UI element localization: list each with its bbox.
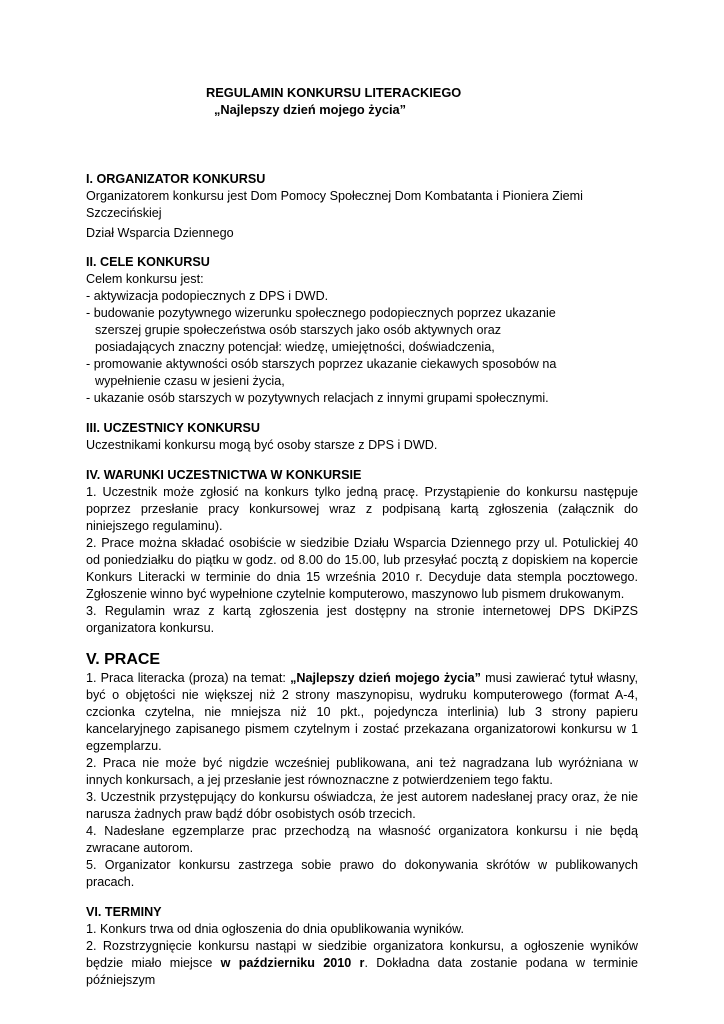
section-heading-works: V. PRACE — [86, 651, 161, 668]
section-heading-deadlines: VI. TERMINY — [86, 905, 162, 919]
goals-line: szerszej grupie społeczeństwa osób starszych jako osób aktywnych oraz — [95, 323, 501, 337]
deadlines-result-date: w październiku 2010 r — [220, 956, 365, 970]
section-conditions — [86, 467, 638, 637]
goals-line: - budowanie pozytywnego wizerunku społecznego podopiecznych poprzez ukazanie — [86, 306, 556, 320]
conditions-paragraph-2: 2. Prace można składać osobiście w siedzibie Działu Wsparcia Dziennego przy ul. Potulickiej 40 od poniedziałku do piątku w godz. od 8.00 do 15.00, lub przesyłać pocztą z dopiskiem na kopercie Konkurs Literacki w terminie do dnia 15 września 2010 r. Decyduje data stempla pocztowego. Zgłoszenie winno być wypełnione czytelnie komputerowo, maszynowo lub pismem drukowanym. — [86, 536, 638, 601]
deadlines-paragraph-2 — [86, 938, 638, 989]
goals-line: - promowanie aktywności osób starszych poprzez ukazanie ciekawych sposobów na — [86, 357, 557, 371]
section-heading-organizer: I. ORGANIZATOR KONKURSU — [86, 172, 266, 186]
section-organizer — [86, 171, 638, 244]
goals-line: Celem konkursu jest: — [86, 272, 204, 286]
works-topic-title: „Najlepszy dzień mojego życia” — [290, 671, 481, 685]
goals-line: - aktywizacja podopiecznych z DPS i DWD. — [86, 289, 329, 303]
works-paragraph-1 — [86, 670, 638, 755]
participants-text: Uczestnikami konkursu mogą być osoby starsze z DPS i DWD. — [86, 438, 438, 452]
title-line-2: „Najlepszy dzień mojego życia” — [214, 102, 407, 117]
goals-line: wypełnienie czasu w jesieni życia, — [95, 374, 285, 388]
goals-line: posiadających znaczny potencjał: wiedzę, umiejętności, doświadczenia, — [95, 340, 495, 354]
works-paragraph-4: 4. Nadesłane egzemplarze prac przechodzą na własność organizatora konkursu i nie będą zwracane autorom. — [86, 824, 638, 855]
organizer-text-line-1: Organizatorem konkursu jest Dom Pomocy Społecznej Dom Kombatanta i Pioniera Ziemi Szczecińskiej — [86, 189, 583, 220]
works-paragraph-3: 3. Uczestnik przystępujący do konkursu oświadcza, że jest autorem nadesłanej pracy oraz, że nie narusza żadnych praw bądź dóbr osobistych osób trzecich. — [86, 790, 638, 821]
document-body — [86, 84, 638, 989]
section-participants — [86, 420, 638, 454]
section-heading-participants: III. UCZESTNICY KONKURSU — [86, 421, 260, 435]
conditions-paragraph-1: 1. Uczestnik może zgłosić na konkurs tylko jedną pracę. Przystąpienie do konkursu następuje poprzez przesłanie pracy konkursowej wraz z podpisaną kartą zgłoszenia (załącznik do niniejszego regulaminu). — [86, 485, 638, 533]
deadlines-paragraph-1: 1. Konkurs trwa od dnia ogłoszenia do dnia opublikowania wyników. — [86, 922, 465, 936]
section-heading-conditions: IV. WARUNKI UCZESTNICTWA W KONKURSIE — [86, 468, 362, 482]
works-paragraph-2: 2. Praca nie może być nigdzie wcześniej publikowana, ani też nagradzana lub wyróżniana w innych konkursach, a jej przesłanie jest równoznaczne z potwierdzeniem tego faktu. — [86, 756, 638, 787]
section-goals — [86, 254, 638, 407]
title-line-1: REGULAMIN KONKURSU LITERACKIEGO — [206, 85, 462, 100]
document-title — [206, 84, 638, 118]
works-paragraph-5: 5. Organizator konkursu zastrzega sobie prawo do dokonywania skrótów w publikowanych pracach. — [86, 858, 638, 889]
deadlines-p2-text-start: 2. Rozstrzygnięcie konkursu nastąpi w siedzibie organizatora konkursu, a ogłoszenie wyników będzie miało miejsce — [86, 939, 638, 970]
works-p1-text-end: musi zawierać tytuł własny, być o objętości nie większej niż 2 strony maszynopisu, wydruku komputerowego (format A-4, czcionka czytelna, nie mniejsza niż 10 pkt., pojedyncza interlinia) lub 3 strony papieru kancelaryjnego zapisanego pismem czytelnym i zostać przekazana organizatorowi konkursu w 1 egzemplarzu. — [86, 671, 639, 753]
section-heading-goals: II. CELE KONKURSU — [86, 255, 210, 269]
goals-line: - ukazanie osób starszych w pozytywnych relacjach z innymi grupami społecznymi. — [86, 391, 549, 405]
section-works — [86, 650, 638, 891]
deadlines-p2-text-end: . Dokładna data zostanie podana w terminie późniejszym — [86, 956, 638, 987]
works-p1-text-start: 1. Praca literacka (proza) na temat: — [86, 671, 291, 685]
organizer-text-line-2: Dział Wsparcia Dziennego — [86, 226, 234, 240]
section-deadlines — [86, 904, 638, 989]
conditions-paragraph-3: 3. Regulamin wraz z kartą zgłoszenia jest dostępny na stronie internetowej DPS DKiPZS organizatora konkursu. — [86, 604, 638, 635]
